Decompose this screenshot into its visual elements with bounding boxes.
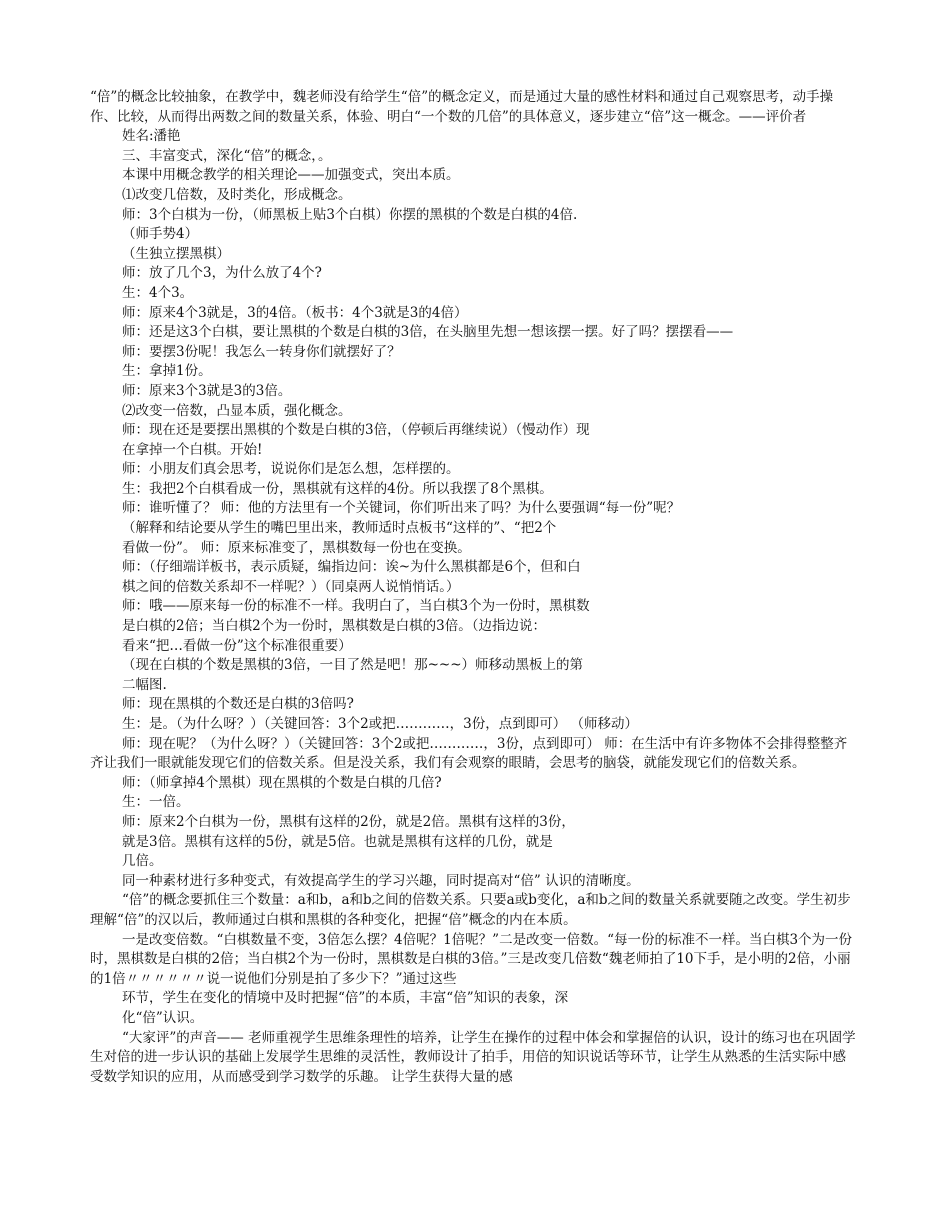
- paragraph: 生：拿掉1份。: [122, 363, 212, 380]
- paragraph: 环节，学生在变化的情境中及时把握“倍”的本质，丰富“倍”知识的表象，深: [122, 990, 569, 1007]
- paragraph: 师：要摆3份呢！我怎么一转身你们就摆好了？: [122, 343, 401, 360]
- paragraph: 是白棋的2倍；当白棋2个为一份时，黑棋数是白棋的3倍。（边指边说：: [122, 618, 547, 635]
- paragraph: 同一种素材进行多种变式，有效提高学生的学习兴趣，同时提高对“倍” 认识的清晰度。: [122, 872, 640, 889]
- paragraph: 姓名:潘艳: [122, 128, 181, 145]
- paragraph: 化“倍”认识。: [122, 1009, 204, 1026]
- paragraph: 几倍。: [122, 853, 163, 870]
- paragraph: 生：我把2个白棋看成一份，黑棋就有这样的4份。所以我摆了8个黑棋。: [122, 480, 553, 497]
- paragraph: 在拿掉一个白棋。开始!: [122, 441, 263, 458]
- paragraph: 看做一份”。 师：原来标准变了，黑棋数每一份也在变换。: [122, 539, 471, 556]
- paragraph: 师：（仔细端详板书，表示质疑，编指边问：诶~为什么黑棋都是6个，但和白: [122, 559, 581, 576]
- paragraph: ⑴改变几倍数，及时类化，形成概念。: [122, 186, 352, 203]
- paragraph: “大家评”的声音—— 老师重视学生思维条理性的培养，让学生在操作的过程中体会和掌握倍的认识，设计的练习也在巩固学生对倍的进一步认识的基础上发展学生思维的灵活性，教师设计了拍手，用倍的知识说话等环节，让学生从熟悉的生活实际中感受数学知识的应用，从而感受到学习数学的乐趣。 让学生获得大量的感: [90, 1029, 856, 1085]
- paragraph: 师：小朋友们真会思考，说说你们是怎么想，怎样摆的。: [122, 461, 460, 478]
- document-page: [90, 88, 858, 1087]
- paragraph: （现在白棋的个数是黑棋的3倍，一目了然是吧！那~~~）师移动黑板上的第: [122, 657, 584, 674]
- paragraph: ⑵改变一倍数，凸显本质，强化概念。: [122, 402, 352, 419]
- paragraph: 师：现在还是要摆出黑棋的个数是白棋的3倍，（停顿后再继续说）（慢动作）现: [122, 422, 590, 439]
- paragraph: （生独立摆黑棋）: [122, 245, 230, 262]
- paragraph: 师：放了几个3，为什么放了4个?: [122, 265, 322, 282]
- paragraph: 师：原来3个3就是3的3倍。: [122, 382, 292, 399]
- paragraph: 生：是。（为什么呀？）（关键回答：3个2或把…………，3份，点到即可） （师移动）: [122, 716, 639, 732]
- paragraph: 师：原来2个白棋为一份，黑棋有这样的2份，就是2倍。黑棋有这样的3份，: [122, 813, 575, 830]
- paragraph: 二幅图.: [122, 676, 167, 693]
- paragraph: 三、丰富变式，深化“倍”的概念，。: [122, 147, 332, 164]
- paragraph: 师：哦——原来每一份的标准不一样。我明白了，当白棋3个为一份时，黑棋数: [122, 598, 590, 615]
- paragraph: “倍”的概念要抓住三个数量：a和b，a和b之间的倍数关系。只要a或b变化，a和b之间的数量关系就要随之改变。学生初步理解“倍”的汉以后，教师通过白棋和黑棋的各种变化，把握“倍”概念的内在本质。: [90, 892, 851, 928]
- paragraph: 生：一倍。: [122, 794, 190, 811]
- paragraph: 生：4个3。: [122, 284, 194, 301]
- paragraph: （解释和结论要从学生的嘴巴里出来，教师适时点板书“这样的”、“把2个: [122, 520, 557, 537]
- paragraph: 师：谁听懂了？ 师：他的方法里有一个关键词，你们听出来了吗？为什么要强调“每一份”呢？: [122, 500, 681, 517]
- paragraph: 棋之间的倍数关系却不一样呢？）（同桌两人说悄悄话。）: [122, 578, 460, 595]
- paragraph: 师：（师拿掉4个黑棋）现在黑棋的个数是白棋的几倍?: [122, 774, 442, 791]
- paragraph: 师：现在黑棋的个数还是白棋的3倍吗?: [122, 696, 354, 713]
- paragraph: 师：原来4个3就是，3的4倍。（板书：4个3就是3的4倍）: [122, 304, 468, 321]
- paragraph: 本课中用概念教学的相关理论——加强变式，突出本质。: [122, 167, 460, 184]
- paragraph: “倍”的概念比较抽象，在教学中，魏老师没有给学生“倍”的概念定义，而是通过大量的感性材料和通过自己观察思考，动手操作、比较，从而得出两数之间的数量关系，体验、明白“一个数的几倍”的具体意义，逐步建立“倍”这一概念。——评价者: [90, 89, 834, 125]
- paragraph: （师手势4）: [122, 226, 199, 243]
- paragraph: 师：还是这3个白棋，要让黑棋的个数是白棋的3倍，在头脑里先想一想该摆一摆。好了吗？摆摆看——: [122, 324, 734, 341]
- paragraph: 师：现在呢？（为什么呀？）（关键回答：3个2或把…………，3份，点到即可） 师：在生活中有许多物体不会排得整整齐齐让我们一眼就能发现它们的倍数关系。但是没关系，我们有会观察的眼睛，会思考的脑袋，就能发现它们的倍数关系。: [90, 735, 848, 772]
- paragraph: 看来“把…看做一份”这个标准很重要）: [122, 637, 352, 654]
- paragraph: 就是3倍。黑棋有这样的5份，就是5倍。也就是黑棋有这样的几份，就是: [122, 833, 553, 850]
- paragraph: 师：3个白棋为一份，（师黑板上贴3个白棋）你摆的黑棋的个数是白棋的4倍.: [122, 206, 578, 223]
- paragraph: 一是改变倍数。“白棋数量不变，3倍怎么摆？4倍呢？1倍呢？”二是改变一倍数。“每一份的标准不一样。当白棋3个为一份时，黑棋数是白棋的2倍；当白棋2个为一份时，黑棋数是白棋的3倍。”三是改变几倍数“魏老师拍了10下手，是小明的2倍，小丽的1倍〃〃〃〃〃〃说一说他们分别是拍了多少下？”通过这些: [90, 931, 853, 987]
